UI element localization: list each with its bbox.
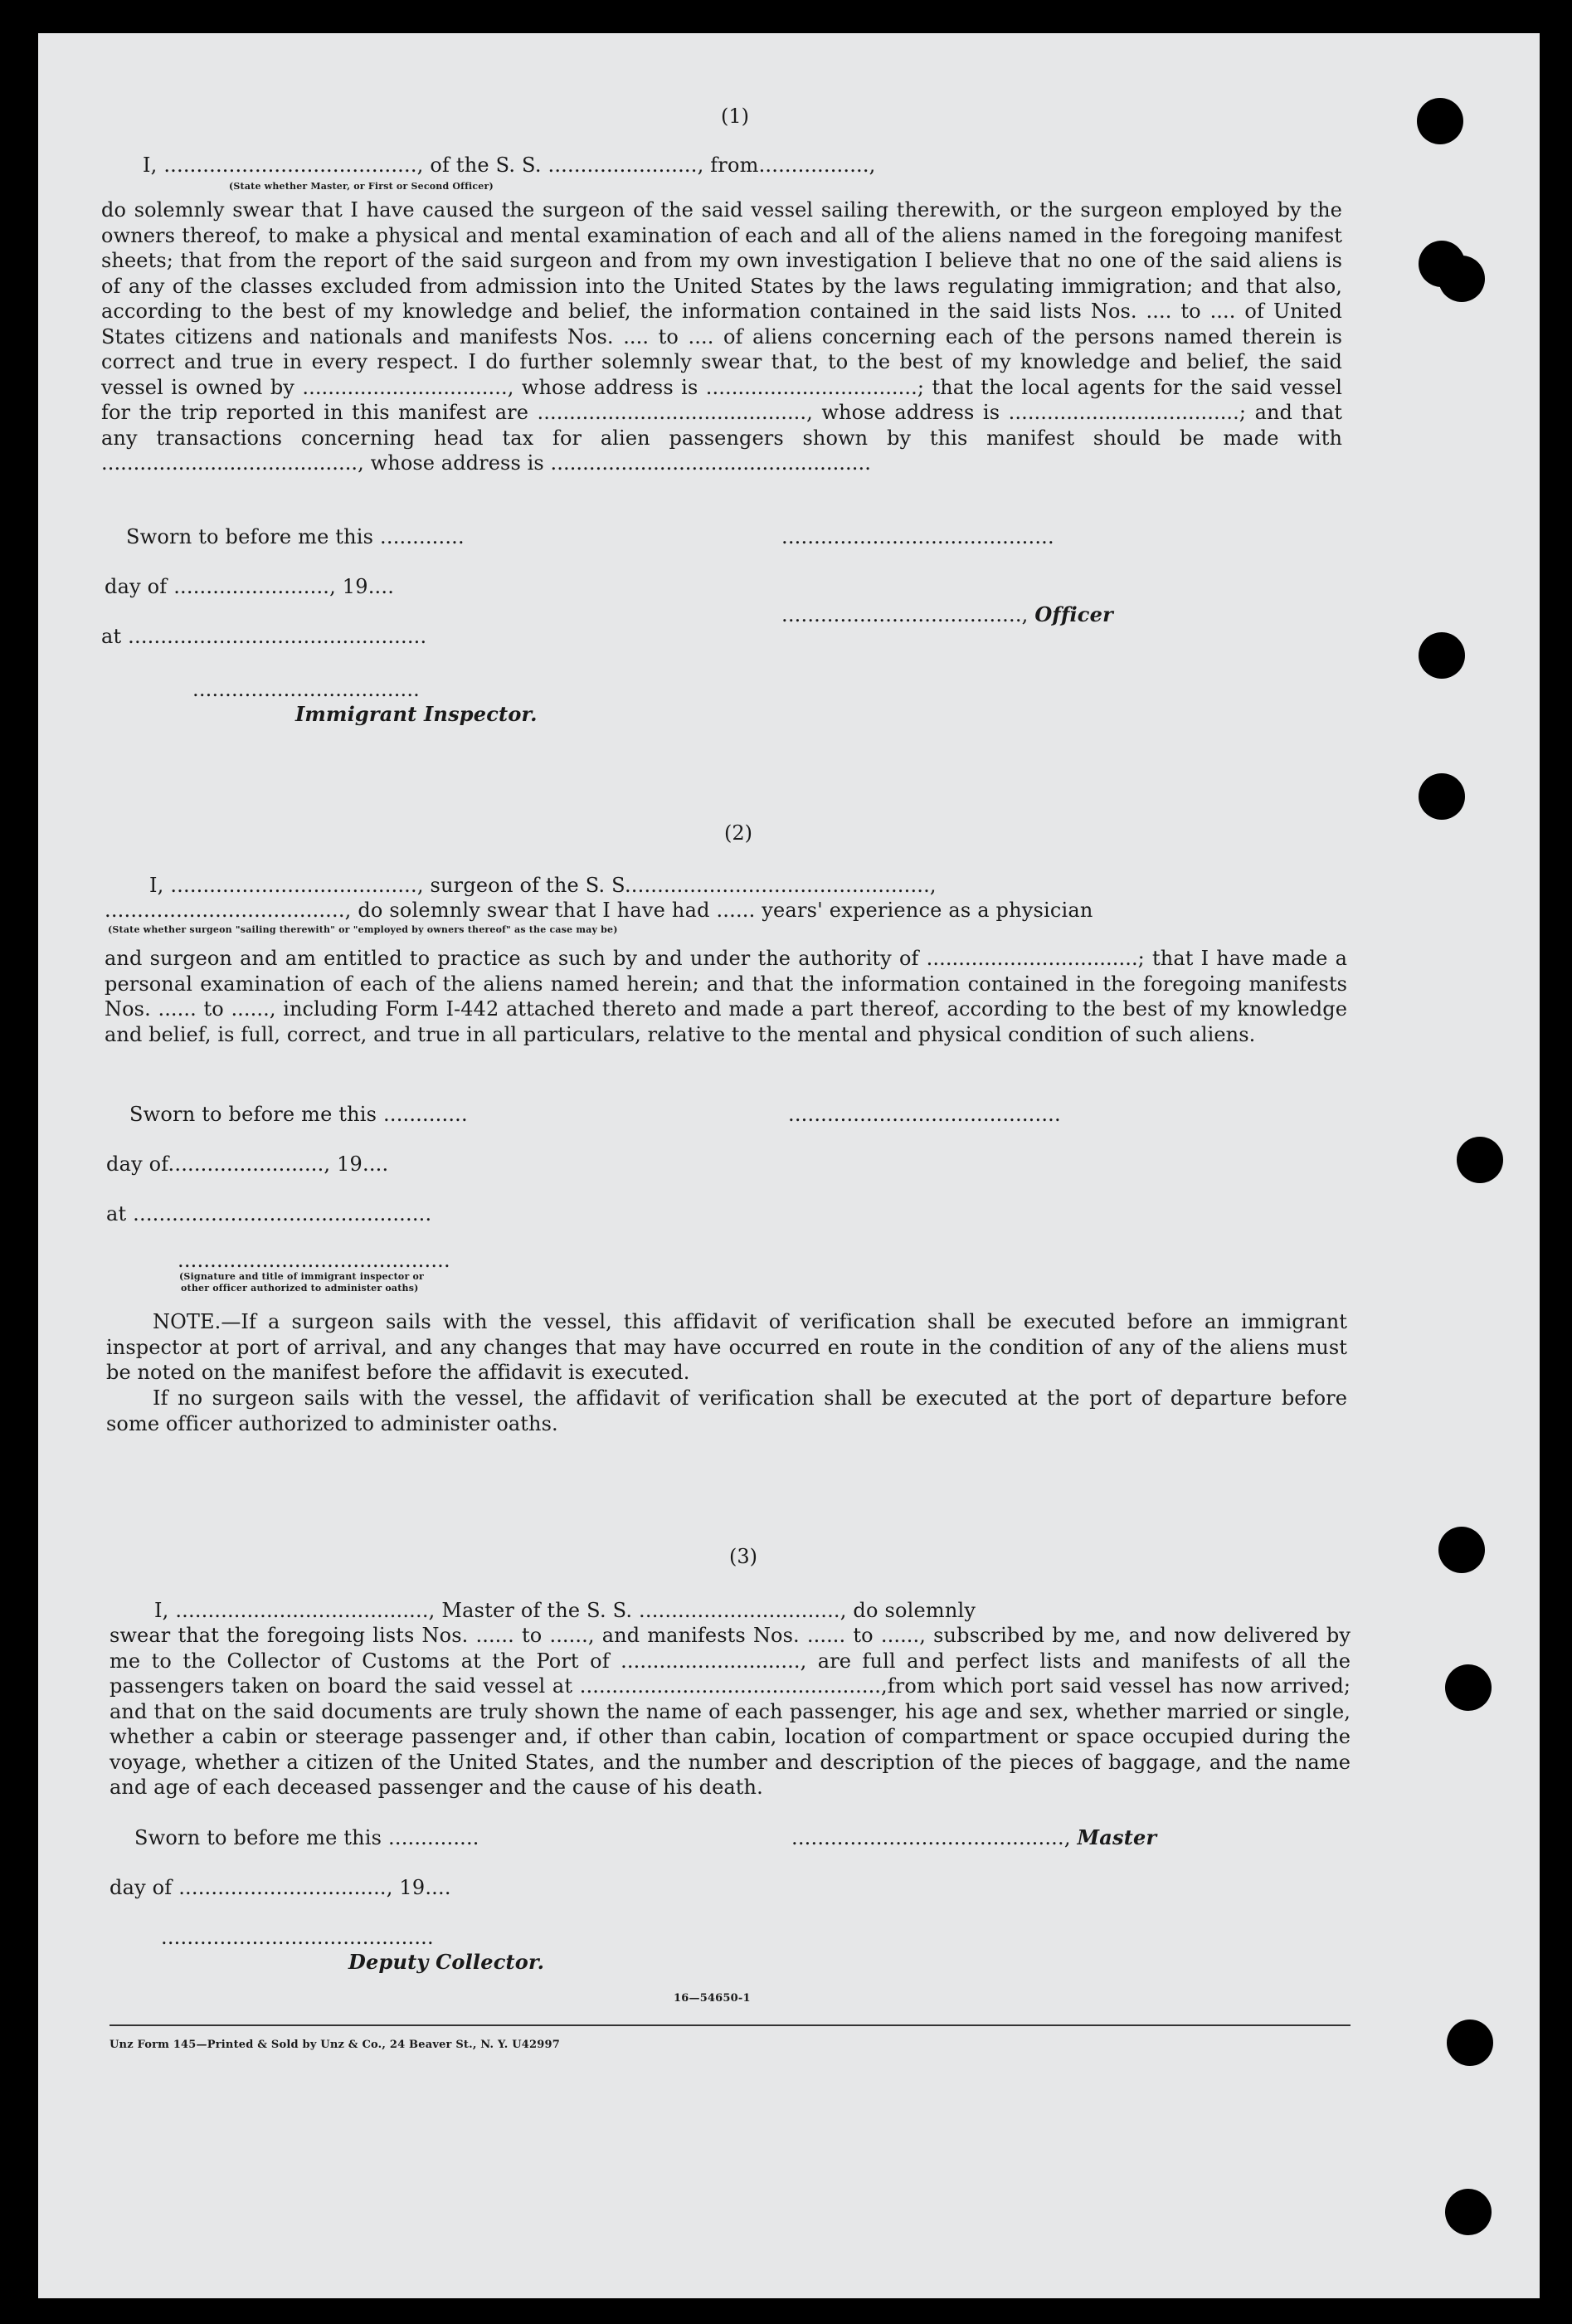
- oath-text: swear that the foregoing lists Nos. ...... to ......, and manifests Nos. ...... to ......, subscribed by me, and now delivered by me to the Collector of Customs at the Port of ............................, are full and perfect lists and manifests of all the passengers taken on board the said vessel at ...............................................,from which port said vessel has now arrived; and that on the said documents are truly shown the name of each passenger, his age and sex, whether married or single, whether a cabin or steerage passenger and, if other than cabin, location of compartment or space occupied during the voyage, whether a citizen of the United States, and the number and description of the pieces of baggage, and the name and age of each deceased passenger and the cause of his death.: [110, 1624, 1351, 1799]
- signature-dots: ..........................................: [161, 1926, 434, 1949]
- sworn-line: Sworn to before me this .............: [129, 1103, 468, 1126]
- section-number: (1): [721, 105, 749, 128]
- printer-line: Unz Form 145—Printed & Sold by Unz & Co., 24 Beaver St., N. Y. U42997: [110, 2039, 561, 2051]
- sworn-line: Sworn to before me this ..............: [134, 1826, 479, 1849]
- at-line: at ..............................................: [106, 1202, 432, 1225]
- master-line: [791, 1825, 1156, 1850]
- oath-text: and surgeon and am entitled to practice as such by and under the authority of .................................; that I have made a personal examination of each of the aliens named herein; and that the information contained in the foregoing manifests Nos. ...... to ......, including Form I-442 attached thereto and made a part thereof, according to the best of my knowledge and belief, is full, correct, and true in all particulars, relative to the mental and physical condition of such aliens.: [105, 947, 1347, 1046]
- master-dots: ..........................................,: [791, 1826, 1078, 1849]
- section-3: [38, 33, 1540, 2298]
- oath-text: do solemnly swear that I have caused the surgeon of the said vessel sailing therewith, or the surgeon employed by the owners thereof, to make a physical and mental examination of each and all of the aliens named in the foregoing manifest sheets; that from the report of the said surgeon and from my own investigation I believe that no one of the said aliens is of any of the classes excluded from admission into the United States by the laws regulating immigration; and that also, according to the best of my knowledge and belief, the information contained in the said lists Nos. .... to .... of United States citizens and nationals and manifests Nos. .... to .... of aliens concerning each of the persons named therein is correct and true in every respect. I do further solemnly swear that, to the best of my knowledge and belief, the said vessel is owned by ................................, whose address is .................................; that the local agents for the said vessel for the trip reported in this manifest are .........................................., whose address is ....................................; and that any transactions concerning head tax for alien passengers shown by this manifest should be made with ........................................, whose address is ..................................................: [101, 198, 1342, 475]
- right-signature-dots: ..........................................: [788, 1103, 1061, 1126]
- at-line: at ..............................................: [101, 625, 427, 648]
- inspector-signature-dots: ...................................: [192, 678, 421, 701]
- officer-dots: .....................................,: [781, 603, 1035, 626]
- master-label: Master: [1077, 1825, 1157, 1849]
- day-line: day of........................, 19....: [106, 1152, 389, 1176]
- day-line: day of ................................, 19....: [110, 1876, 451, 1899]
- opening-line: I, ......................................., of the S. S. ......................., from.................,: [143, 153, 876, 177]
- caption: (State whether Master, or First or Second Officer): [229, 181, 494, 192]
- document-page: [38, 33, 1540, 2298]
- caption: (State whether surgeon "sailing therewith" or "employed by owners thereof" as the case may be): [108, 924, 618, 935]
- signature-caption: other officer authorized to administer oaths): [181, 1283, 419, 1294]
- day-line: day of ........................, 19....: [105, 575, 395, 598]
- officer-label: Officer: [1034, 602, 1113, 626]
- section-number: (3): [729, 1545, 757, 1568]
- inspector-label: Immigrant Inspector.: [295, 702, 538, 726]
- right-signature-dots: ..........................................: [781, 525, 1054, 548]
- note-paragraph: NOTE.—If a surgeon sails with the vessel, this affidavit of verification shall be executed before an immigrant inspector at port of arrival, and any changes that may have occurred en route in the condition of any of the aliens must be noted on the manifest before the affidavit is executed.: [106, 1310, 1347, 1384]
- opening-line: I, ......................................., Master of the S. S. ..............................., do solemnly: [154, 1599, 976, 1622]
- signature-dots: ..........................................: [178, 1249, 450, 1272]
- signature-caption: (Signature and title of immigrant inspector or: [179, 1271, 425, 1282]
- form-number: 16—54650-1: [674, 1992, 751, 2005]
- note-paragraph: If no surgeon sails with the vessel, the affidavit of verification shall be executed at the port of departure before some officer authorized to administer oaths.: [106, 1386, 1347, 1435]
- deputy-label: Deputy Collector.: [348, 1950, 545, 1974]
- footer-rule: [110, 2024, 1351, 2026]
- sworn-line: Sworn to before me this .............: [126, 525, 465, 548]
- opening-line: I, ......................................, surgeon of the S. S...............................................,: [149, 874, 937, 897]
- section-number: (2): [724, 821, 752, 845]
- second-line: ....................................., do solemnly swear that I have had ...... years' experience as a physician: [105, 899, 1093, 922]
